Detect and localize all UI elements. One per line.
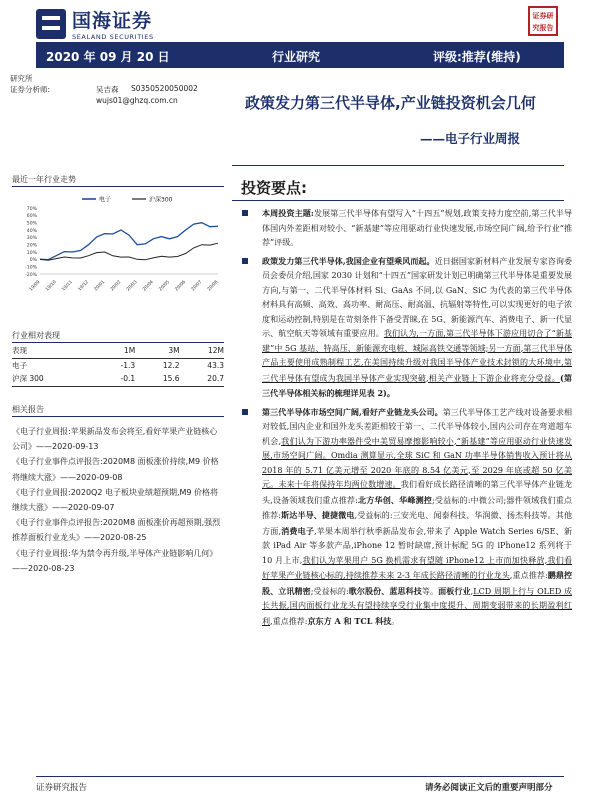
key-point-text: ,	[470, 586, 474, 596]
x-tick-label: 20/02	[109, 279, 123, 293]
y-tick-label: 20%	[26, 243, 37, 249]
analyst-name: 吴吉森	[96, 85, 119, 94]
sector-name: 消费电子	[281, 525, 315, 536]
x-tick-label: 20/04	[142, 279, 155, 293]
related-divider	[12, 416, 224, 417]
key-points-title: 投资要点:	[241, 179, 307, 197]
key-point-text: 发展第三代半导体有望写入“十四五”规划,政策支持力度空前,第三代半导体国内外差距相对较小、“新基建”等应用驱动行业快速发展,市场空间广阔,给予行业“推荐”评级。	[262, 209, 572, 247]
x-tick-label: 20/06	[174, 279, 188, 293]
related-report-link[interactable]: 《电子行业事件点评报告:2020M8 面板涨价再超预期,强烈推荐面板行业龙头》——2020-08-25	[12, 518, 221, 543]
related-report-link[interactable]: 《电子行业周报:苹果新品发布会将至,看好苹果产业链核心公司》——2020-09-13	[12, 427, 218, 452]
table-cell: 沪深 300	[12, 372, 96, 386]
table-header-cell: 3M	[135, 344, 179, 358]
key-point-text: 近日据国家新材料产业发展专家咨询委员会委员介绍,国家 2030 计划和“十四五”国家研发计划已明确第三代半导体是重要发展方向,与第一、二代半导体材料 Si、GaAs 不同,以 GaN、SiC 为代表的第三代半导体材料具有高频、高效、高功率、耐高压、耐高温、抗辐射等特性,可以实现更好的电子浓度和运动控制,特别是在苛刻条件下备受青睐,在 5G、新能源汽车、消费电子、新一代显示、航空航天等领域有重要应用。	[262, 256, 572, 338]
footer-divider	[36, 776, 564, 777]
key-point-text: ,重点推荐:	[270, 616, 308, 626]
x-tick-label: 20/01	[93, 279, 107, 293]
table-cell: 20.7	[180, 372, 224, 386]
footer-disclaimer: 请务必阅读正文后的重要声明部分	[425, 783, 553, 793]
table-row	[12, 358, 224, 372]
y-tick-label: -20%	[25, 272, 37, 278]
legend-label-electronics: 电子	[99, 196, 112, 204]
table-cell: -1.3	[120, 360, 136, 370]
key-point-text: 。	[391, 616, 400, 626]
performance-table	[12, 344, 224, 387]
key-point-text: ,苹果本周举行秋季新品发布会,带来了 Apple Watch Series 6/SE、新款 iPad Air 等多款产品,iPhone 12 暂时缺席,预计标配 5G 的 iPhone12 系列将于 10 月上市,	[262, 526, 572, 565]
stock-pick: 鹏鼎控股、立讯精密	[262, 570, 572, 596]
header-bar	[36, 42, 564, 68]
table-row	[12, 372, 224, 386]
table-header-cell: 1M	[96, 344, 135, 358]
key-points-divider	[232, 200, 564, 201]
y-tick-label: 0%	[29, 258, 37, 264]
x-tick-label: 20/03	[126, 279, 139, 293]
table-cell: -0.1	[96, 372, 135, 386]
trend-chart	[12, 190, 224, 302]
company-logo	[36, 6, 154, 41]
key-points-body	[242, 206, 572, 632]
x-axis	[28, 279, 219, 292]
y-tick-label: 10%	[26, 250, 37, 256]
table-header-cell: 12M	[180, 344, 224, 358]
key-point-text: 等。	[421, 586, 439, 596]
x-tick-label: 20/05	[158, 279, 171, 293]
key-point-text: 第三代半导体工艺产线对设备要求相对较低,国内企业和国外龙头差距相较于第一、二代半导体较小,国内公司存在弯道超车机会,	[262, 407, 572, 446]
related-section-title: 相关报告	[12, 405, 44, 414]
institute-label: 研究所	[10, 74, 33, 83]
bullet-icon	[242, 258, 248, 264]
key-point-2	[242, 254, 572, 402]
stock-pick: 北方华创、华峰测控	[357, 494, 433, 505]
x-tick-label: 20/07	[190, 279, 204, 293]
analyst-role: 证券分析师:	[10, 85, 51, 94]
related-reports-list	[12, 424, 224, 576]
key-point-emphasis: 我们认为苹果用户 5G 换机需求有望随 iPhone12 上市而加快释放,我们看好苹果产业链核心标的,持续推荐未来 2-3 年成长路径清晰的行业龙头	[262, 555, 572, 580]
related-report-link[interactable]: 《电子行业事件点评报告:2020M8 面板涨价持续,M9 价格将继续大涨》——2020-09-08	[12, 457, 219, 482]
x-tick-label: 20/08	[206, 279, 220, 293]
sector-name: 面板行业	[438, 585, 471, 596]
key-point-text: ;受益标的:中微公司;器件领域我们重点推荐:	[262, 495, 572, 520]
key-point-emphasis: 我们认为下游功率器件受中美贸易摩擦影响较小,“新基建”等应用驱动行业快速发展,市场空间广阔。	[262, 436, 572, 460]
performance-divider	[12, 342, 224, 343]
chart-series	[40, 223, 218, 261]
stock-pick: 斯达半导、捷捷微电	[281, 510, 355, 520]
key-point-text: ,受益标的:三安光电、闻泰科技、华润微、扬杰科技等。其他方面,	[262, 511, 572, 536]
x-tick-label: 19/12	[77, 279, 90, 293]
footer-left: 证券研究报告	[36, 783, 88, 793]
table-cell: 15.6	[135, 372, 179, 386]
stock-pick: 京东方 A 和 TCL 科技	[307, 615, 392, 626]
title-divider	[232, 165, 564, 166]
table-header-row	[12, 344, 224, 358]
key-point-emphasis: 我们认为,一方面,第三代半导体下游应用切合了“新基建”中 5G 基站、特高压、新能源充电桩、城际高铁交通等领域;另一方面,第三代半导体产品主要使用成熟制程工艺,在美国持续升级对我国半导体产业技术封锁的大环境中,第三代半导体有望成为我国半导体产业实现突破,相关产业链上下游企业将充分受益。	[262, 329, 573, 383]
y-axis	[25, 206, 218, 278]
report-seal: 证券研究报告	[528, 6, 558, 36]
table-cell: 43.3	[207, 360, 224, 370]
y-tick-label: 30%	[26, 236, 37, 242]
table-cell: 电子	[12, 360, 27, 370]
x-tick-label: 19/11	[61, 279, 74, 293]
x-tick-label: 19/09	[28, 279, 42, 293]
key-point-3	[242, 405, 572, 630]
table-header-cell: 表现	[12, 344, 96, 358]
key-point-heading: 本周投资主题:	[262, 208, 314, 218]
page-title: 政策发力第三代半导体,产业链投资机会几何	[245, 94, 536, 112]
chart-legend	[82, 196, 173, 204]
series-line-electronics	[40, 223, 218, 260]
y-tick-label: 50%	[26, 221, 37, 227]
x-tick-label: 19/10	[45, 279, 58, 293]
y-tick-label: 60%	[26, 214, 37, 220]
related-report-link[interactable]: 《电子行业周报:华为禁令再升级,半导体产业链影响几何》——2020-08-23	[12, 548, 218, 573]
key-point-text: ,重点推荐:	[509, 571, 548, 580]
key-point-heading: 第三代半导体市场空间广阔,看好产业链龙头公司。	[262, 406, 443, 417]
trend-divider	[12, 186, 224, 187]
stock-pick: 歌尔股份、蓝思科技	[348, 585, 422, 596]
key-point-emphasis: Omdia 测算显示,全球 SiC 和 GaN 功率半导体销售收入预计将从 2018 年的 5.71 亿美元增至 2020 年底的 8.54 亿美元,至 2029 年底或超 50 亿美元。未来十年将保持年均两位数增速。	[262, 451, 573, 489]
analyst-email[interactable]: wujs01@ghzq.com.cn	[96, 96, 178, 105]
key-point-heading: 政策发力第三代半导体,我国企业有望乘风而起。	[262, 255, 435, 266]
key-point-1	[242, 206, 572, 251]
analyst-cert: S0350520050002	[131, 84, 198, 93]
report-date: 2020 年 09 月 20 日	[46, 50, 170, 64]
bullet-icon	[242, 409, 248, 415]
y-tick-label: 70%	[26, 206, 37, 212]
y-tick-label: 40%	[26, 228, 37, 234]
report-type: 行业研究	[272, 50, 321, 64]
key-point-emphasis: LCD 周期上行与 OLED 成长共振,国内面板行业龙头有望持续享受行业集中度提升、周期变弱带来的长期盈利红利	[262, 586, 573, 626]
company-name-en: SEALAND SECURITIES	[72, 33, 154, 41]
company-name-cn: 国海证券	[72, 10, 153, 32]
report-rating: 评级:推荐(维持)	[433, 50, 521, 64]
legend-label-hs300: 沪深300	[149, 196, 173, 204]
y-tick-label: -10%	[25, 265, 37, 271]
key-point-text: ;受益标的:	[310, 586, 349, 596]
key-point-note: (第三代半导体相关标的梳理详见表 2)。	[262, 372, 572, 398]
page-subtitle: ——电子行业周报	[420, 131, 521, 146]
trend-section-title: 最近一年行业走势	[12, 175, 76, 184]
bullet-icon	[242, 210, 248, 216]
related-report-link[interactable]: 《电子行业周报:2020Q2 电子板块业绩超预期,M9 价格将继续大涨》——2020-09-07	[12, 487, 219, 513]
table-cell: 12.2	[162, 360, 180, 370]
logo-icon	[36, 9, 66, 39]
performance-section-title: 行业相对表现	[12, 331, 60, 340]
key-point-text: 我们看好成长路径清晰的第三代半导体产业链龙头,设备领域我们重点推荐:	[262, 480, 573, 505]
